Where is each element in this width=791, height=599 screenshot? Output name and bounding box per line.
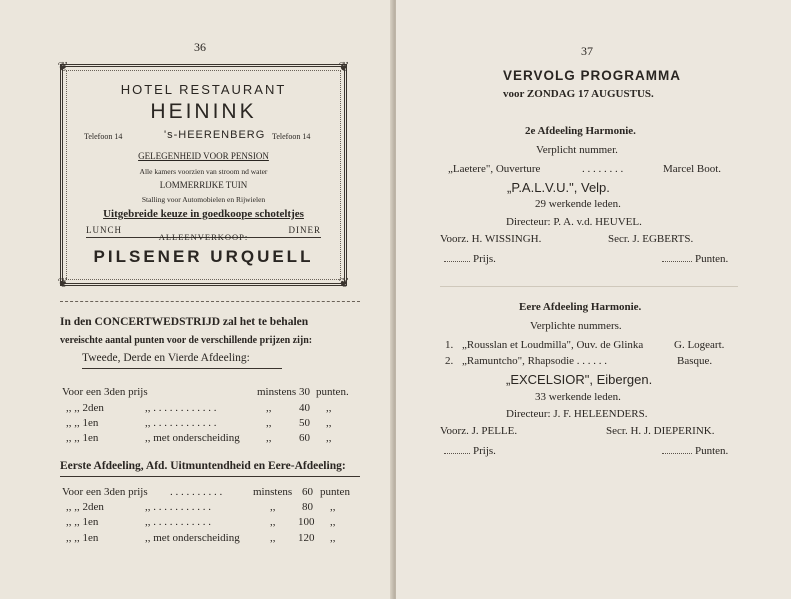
prize-row-kw: minstens: [257, 386, 297, 398]
ad-diner: DINER: [288, 225, 321, 235]
prize-row-unit: ,,: [330, 516, 336, 528]
ad-line1: HOTEL RESTAURANT: [120, 82, 287, 97]
prize-row-value: 120: [298, 532, 315, 544]
ad-town: 's-HEERENBERG: [164, 129, 266, 141]
piece-number: 2.: [445, 355, 454, 367]
band-chair: Voorz. J. PELLE.: [440, 425, 518, 437]
left-page: [0, 0, 393, 599]
prize-row-unit: punten.: [316, 386, 349, 398]
prize-row-kw: ,,: [266, 432, 272, 444]
prize-row-unit: ,,: [326, 402, 332, 414]
hotel-advertisement: [57, 59, 350, 290]
block-divider: [440, 286, 738, 287]
page-number: 37: [581, 44, 593, 58]
prize-row-value: 60: [302, 486, 313, 498]
prize-row-dots: . . . . . . . . . .: [170, 486, 223, 498]
band-name: „P.A.L.V.U.", Velp.: [507, 180, 610, 195]
program-subtitle: voor ZONDAG 17 AUGUSTUS.: [503, 88, 654, 100]
band-secretary: Secr. J. EGBERTS.: [608, 233, 694, 245]
piece-title: „Laetere", Ouverture: [448, 163, 541, 175]
ad-rooms: Alle kamers voorzien van stroom nd water: [139, 167, 268, 176]
prize-row-label: ,, ,, 1en: [66, 432, 99, 444]
band-director: Directeur: J. F. HELEENDERS.: [506, 408, 648, 420]
prize-row-unit: ,,: [326, 417, 332, 429]
band-name: „EXCELSIOR", Eibergen.: [506, 372, 653, 387]
prize-row-unit: ,,: [330, 532, 336, 544]
intro-line1: In den CONCERTWEDSTRIJD zal het te behalen: [60, 316, 309, 328]
prize-row-kw: minstens: [253, 486, 293, 498]
piece-number: 1.: [445, 339, 454, 351]
ad-sale: ALLEENVERKOOP:: [158, 232, 249, 242]
prize-row-label: Voor een 3den prijs: [62, 386, 148, 398]
prize-row-unit: ,,: [330, 501, 336, 513]
prize-row-kw: ,,: [266, 417, 272, 429]
prize-row-dots: ,, met onderscheiding: [145, 532, 240, 544]
prize-blank: [444, 453, 470, 454]
prize-row-label: Voor een 3den prijs: [62, 486, 148, 498]
prize-row-label: ,, ,, 1en: [66, 532, 99, 544]
prize-label: Prijs.: [473, 445, 496, 457]
corner-ornament-icon: ❦: [57, 59, 69, 74]
band-chair: Voorz. H. WISSINGH.: [440, 233, 542, 245]
prize-row-kw: ,,: [266, 402, 272, 414]
program-title: VERVOLG PROGRAMMA: [503, 68, 682, 83]
piece-dots: . . . . . . . .: [582, 163, 624, 175]
prize-row-value: 60: [299, 432, 310, 444]
ad-storage: Stalling voor Automobielen en Rijwielen: [141, 195, 266, 204]
title-underline: [82, 368, 282, 369]
ad-pension: GELEGENHEID VOOR PENSION: [138, 151, 269, 161]
prize-row-dots: ,, . . . . . . . . . . .: [145, 501, 211, 513]
piece-title: „Rousslan et Loudmilla", Ouv. de Glinka: [462, 339, 644, 351]
piece-composer: Basque.: [677, 355, 713, 367]
prize-row-value: 80: [302, 501, 313, 513]
prize-row-label: ,, ,, 2den: [66, 501, 104, 513]
piece-title: „Ramuntcho", Rhapsodie . . . . . .: [462, 355, 608, 367]
prize-row-value: 50: [299, 417, 310, 429]
ad-lunch: LUNCH: [86, 225, 122, 235]
section1-title: Tweede, Derde en Vierde Afdeeling:: [82, 352, 250, 364]
prize-row-label: ,, ,, 1en: [66, 516, 99, 528]
ad-phone-right: Telefoon 14: [272, 132, 311, 141]
prize-row-label: ,, ,, 2den: [66, 402, 104, 414]
corner-ornament-icon: ❦: [57, 275, 69, 290]
prize-row-unit: ,,: [326, 432, 332, 444]
ad-menu: Uitgebreide keuze in goedkoope schoteltjes: [103, 208, 304, 220]
points-label: Punten.: [695, 253, 729, 265]
prize-blank: [444, 261, 470, 262]
points-label: Punten.: [695, 445, 729, 457]
prize-row-unit: punten: [320, 486, 350, 498]
ad-phone-left: Telefoon 14: [84, 132, 123, 141]
prize-row-dots: ,, . . . . . . . . . . . .: [145, 417, 217, 429]
points-blank: [662, 261, 692, 262]
separator: [60, 301, 360, 302]
right-page: [396, 0, 791, 599]
division-heading: Eere Afdeeling Harmonie.: [519, 301, 642, 313]
corner-ornament-icon: ❦: [338, 59, 350, 74]
prize-row-value: 40: [299, 402, 310, 414]
prize-row-value: 30: [299, 386, 310, 398]
required-label: Verplicht nummer.: [536, 144, 618, 156]
prize-row-dots: ,, . . . . . . . . . . .: [145, 516, 211, 528]
corner-ornament-icon: ❦: [338, 275, 350, 290]
points-blank: [662, 453, 692, 454]
band-members: 33 werkende leden.: [535, 391, 621, 403]
piece-composer: Marcel Boot.: [663, 163, 722, 175]
required-label: Verplichte nummers.: [530, 320, 622, 332]
prize-row-dots: ,, . . . . . . . . . . . .: [145, 402, 217, 414]
piece-composer: G. Logeart.: [674, 339, 725, 351]
ad-hotel-name: HEININK: [150, 100, 257, 123]
prize-row-dots: ,, met onderscheiding: [145, 432, 240, 444]
division-heading: 2e Afdeeling Harmonie.: [525, 125, 636, 137]
prize-label: Prijs.: [473, 253, 496, 265]
prize-row-kw: ,,: [270, 532, 276, 544]
prize-row-kw: ,,: [270, 516, 276, 528]
band-members: 29 werkende leden.: [535, 198, 621, 210]
ad-garden: LOMMERRIJKE TUIN: [159, 180, 248, 190]
band-secretary: Secr. H. J. DIEPERINK.: [606, 425, 715, 437]
section2-title: Eerste Afdeeling, Afd. Uitmuntendheid en Eere-Afdeeling:: [60, 460, 346, 472]
ad-beer: PILSENER URQUELL: [93, 247, 314, 266]
prize-row-value: 100: [298, 516, 315, 528]
prize-row-label: ,, ,, 1en: [66, 417, 99, 429]
prize-row-kw: ,,: [270, 501, 276, 513]
title-underline: [60, 476, 360, 477]
band-director: Directeur: P. A. v.d. HEUVEL.: [506, 216, 642, 228]
intro-line2: vereischte aantal punten voor de verschillende prijzen zijn:: [60, 335, 313, 346]
page-number: 36: [194, 40, 206, 54]
